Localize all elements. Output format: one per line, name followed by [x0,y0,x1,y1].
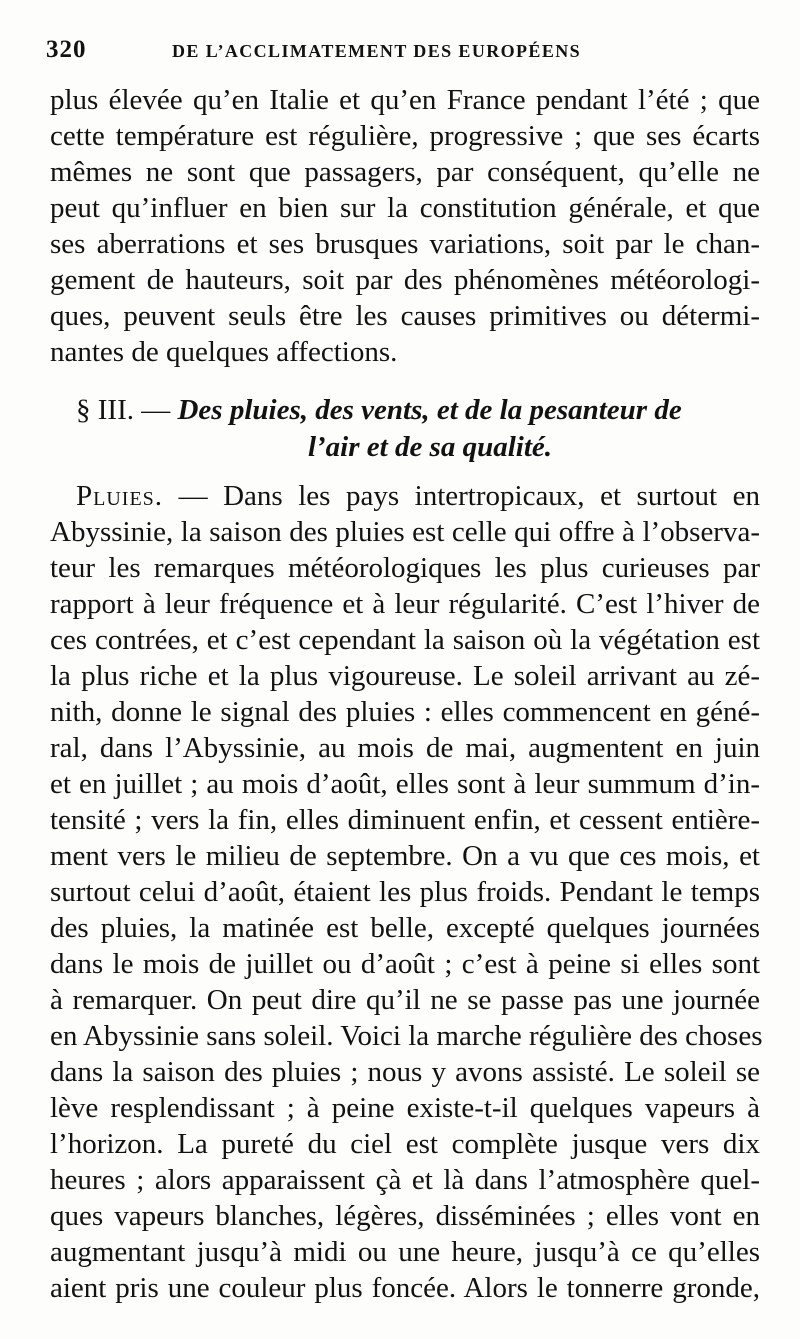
section-heading-line-1 [50,392,760,429]
text-line: rapport à leur fréquence et à leur régularité. C’est l’hiver de [50,588,760,620]
text-line: augmentant jusqu’à midi ou une heure, jusqu’à ce qu’elles [50,1236,760,1268]
text-line: mêmes ne sont que passagers, par conséquent, qu’elle ne [50,156,760,188]
text-line: ral, dans l’Abyssinie, au mois de mai, augmentent en juin [50,732,760,764]
text-line: cette température est régulière, progressive ; que ses écarts [50,120,760,152]
text-line: gement de hauteurs, soit par des phénomènes météorologi- [50,264,760,296]
page-number: 320 [46,36,87,63]
section-heading-line-2 [50,429,760,466]
section-number: § III. — [76,394,171,426]
text-line: ques vapeurs blanches, légères, disséminées ; elles vont en [50,1200,760,1232]
paragraph-lead: Pluies. [76,480,164,512]
paragraph-rains [50,478,763,1306]
text-line: et en juillet ; au mois d’août, elles sont à leur summum d’in- [50,768,760,800]
text-line: la plus riche et la plus vigoureuse. Le soleil arrivant au zé- [50,660,760,692]
text-line: teur les remarques météorologiques les plus curieuses par [50,552,760,584]
text-line: heures ; alors apparaissent çà et là dans l’atmosphère quel- [50,1164,760,1196]
section-heading [50,392,760,466]
text-line: dans le mois de juillet ou d’août ; c’est à peine si elles sont [50,948,760,980]
paragraph-climate [50,82,760,370]
text-line: ces contrées, et c’est cependant la saison où la végétation est [50,624,760,656]
section-title-part-1: Des pluies, des vents, et de la pesanteur de [177,394,682,426]
page-header [46,36,756,72]
text-line: peut qu’influer en bien sur la constitution générale, et que [50,192,760,224]
text-line: ment vers le milieu de septembre. On a vu que ces mois, et [50,840,760,872]
text-line: l’horizon. La pureté du ciel est complète jusque vers dix [50,1128,760,1160]
text-line: dans la saison des pluies ; nous y avons assisté. Le soleil se [50,1056,760,1088]
text-line: plus élevée qu’en Italie et qu’en France pendant l’été ; que [50,84,760,116]
section-title-part-2: l’air et de sa qualité. [307,431,553,463]
text-line: lève resplendissant ; à peine existe-t-il quelques vapeurs à [50,1092,760,1124]
running-head: DE L’ACCLIMATEMENT DES EUROPÉENS [172,41,582,61]
text-line: en Abyssinie sans soleil. Voici la marche régulière des choses [50,1020,763,1052]
text-line: ses aberrations et ses brusques variations, soit par le chan- [50,228,760,260]
text-line: Abyssinie, la saison des pluies est celle qui offre à l’observa- [50,516,760,548]
text-line: des pluies, la matinée est belle, excepté quelques journées [50,912,760,944]
text-line: ques, peuvent seuls être les causes primitives ou détermi- [50,300,760,332]
text-line-first [50,478,760,514]
text-line: surtout celui d’août, étaient les plus froids. Pendant le temps [50,876,760,908]
text-line: nith, donne le signal des pluies : elles commencent en géné- [50,696,760,728]
text-line: aient pris une couleur plus foncée. Alors le tonnerre gronde, [50,1272,760,1304]
text-line: à remarquer. On peut dire qu’il ne se passe pas une journée [50,984,760,1016]
text-line: tensité ; vers la fin, elles diminuent enfin, et cessent entière- [50,804,760,836]
text-line-rest: — Dans les pays intertropicaux, et surtout en [178,480,760,512]
text-line: nantes de quelques affections. [50,336,398,368]
